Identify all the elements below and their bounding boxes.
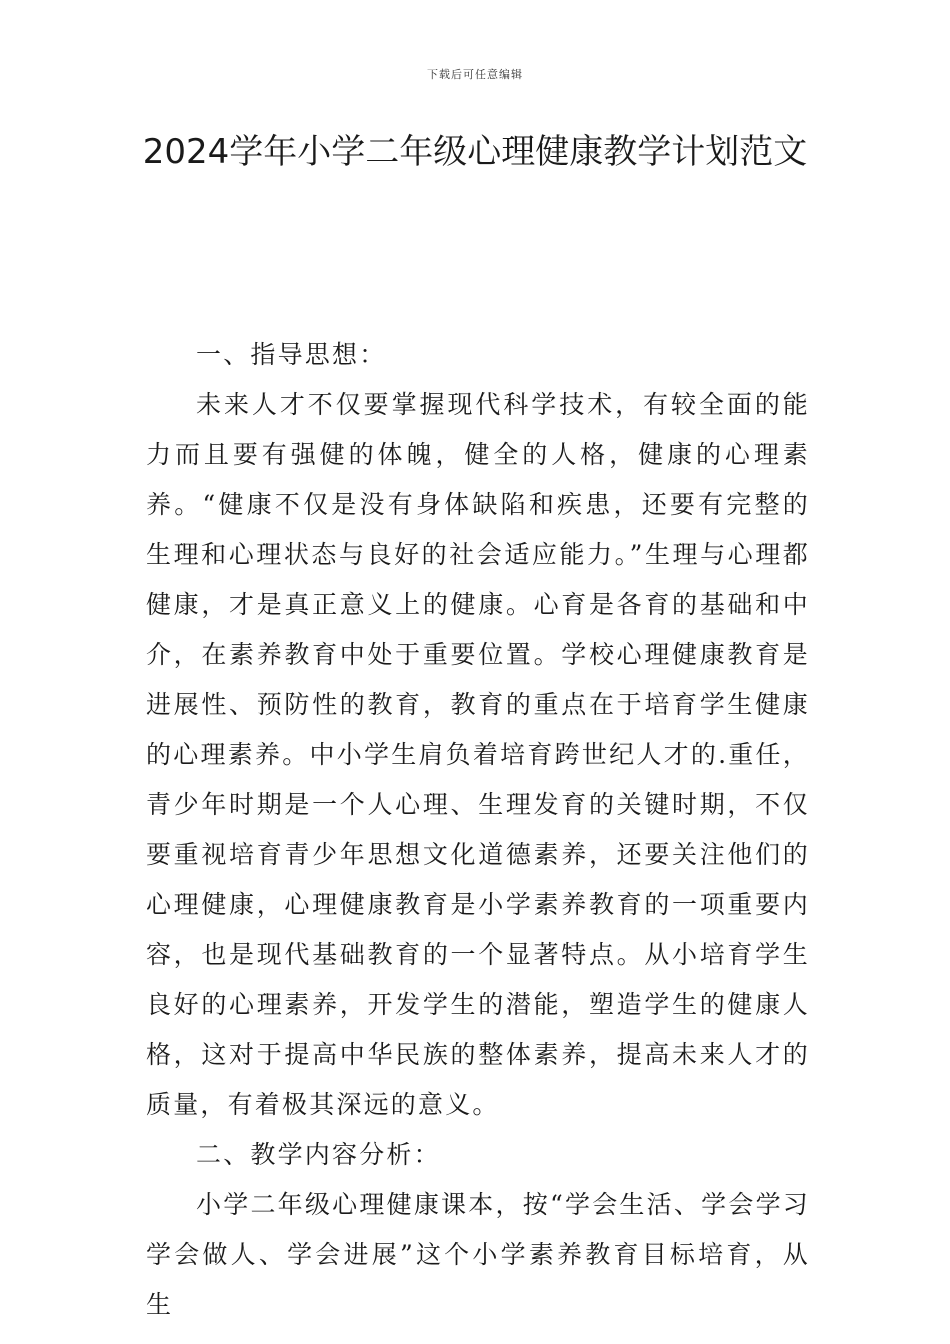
section-heading-content-analysis: 二、教学内容分析： xyxy=(196,1140,441,1169)
document-title: 2024学年小学二年级心理健康教学计划范文 xyxy=(142,132,808,172)
header-note: 下载后可任意编辑 xyxy=(427,68,523,81)
section-paragraph-guiding-thought: 未来人才不仅要掌握现代科学技术，有较全面的能力而且要有强健的体魄，健全的人格，健康的心理素养。“健康不仅是没有身体缺陷和疾患，还要有完整的生理和心理状态与良好的社会适应能力。”生理与心理都健康，才是真正意义上的健康。心育是各育的基础和中介，在素养教育中处于重要位置。学校心理健康教育是进展性、预防性的教育，教育的重点在于培育学生健康的心理素养。中小学生肩负着培育跨世纪人才的.重任，青少年时期是一个人心理、生理发育的关键时期，不仅要重视培育青少年思想文化道德素养，还要关注他们的心理健康，心理健康教育是小学素养教育的一项重要内容，也是现代基础教育的一个显著特点。从小培育学生良好的心理素养，开发学生的潜能，塑造学生的健康人格，这对于提高中华民族的整体素养，提高未来人才的质量，有着极其深远的意义。 xyxy=(146,390,810,1119)
section-paragraph-content-analysis: 小学二年级心理健康课本，按“学会生活、学会学习学会做人、学会进展”这个小学素养教育目标培育，从生 xyxy=(146,1190,810,1319)
document-body xyxy=(146,330,810,1330)
section-heading-guiding-thought: 一、指导思想： xyxy=(196,340,387,369)
